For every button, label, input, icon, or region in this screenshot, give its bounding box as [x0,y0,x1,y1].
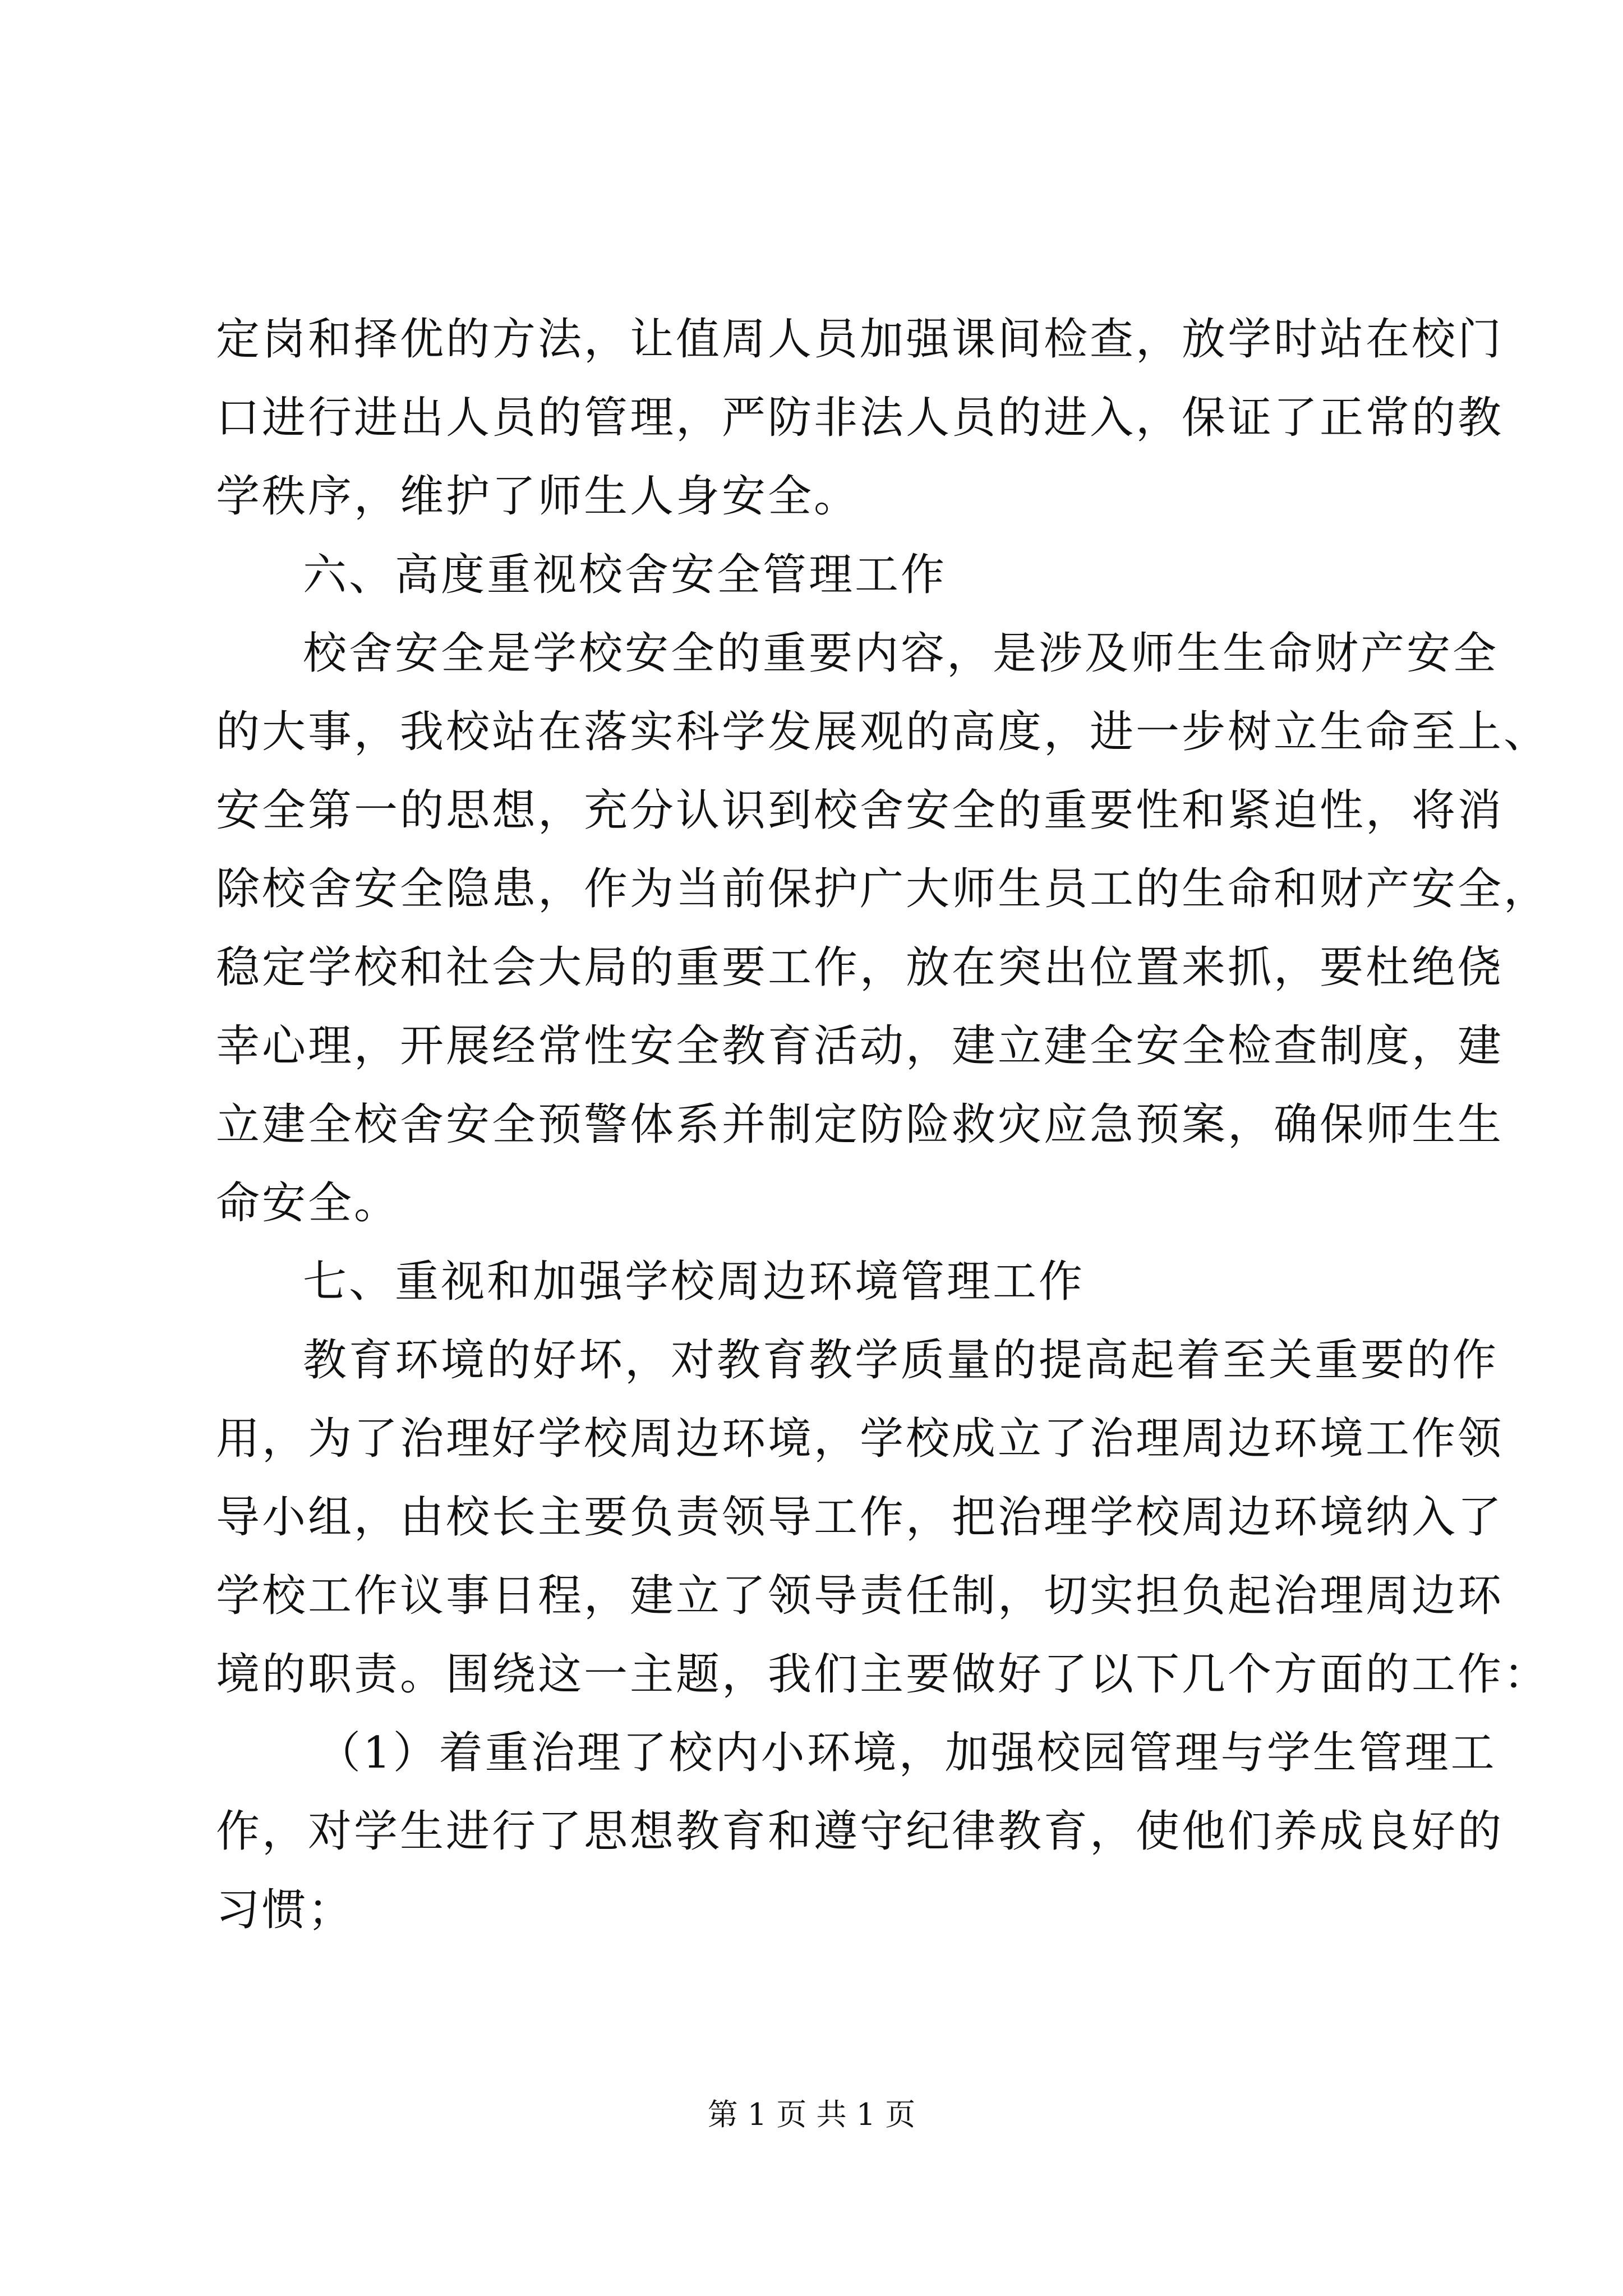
section-heading-6: 六、高度重视校舍安全管理工作 [303,550,947,600]
list-item-text: （1）着重治理了校内小环境，加强校园管理与学生管理工 [317,1728,1497,1778]
body-text-line: 幸心理，开展经常性安全教育活动，建立建全安全检查制度，建 [216,1021,1504,1071]
body-text-line: 立建全校舍安全预警体系并制定防险救灾应急预案，确保师生生 [216,1099,1504,1150]
section-heading-7: 七、重视和加强学校周边环境管理工作 [303,1257,1085,1307]
body-text-line: 学校工作议事日程，建立了领导责任制，切实担负起治理周边环 [216,1571,1504,1621]
body-text-line: 命安全。 [216,1178,400,1228]
body-text-line: 导小组，由校长主要负责领导工作，把治理学校周边环境纳入了 [216,1492,1504,1543]
body-text-line: 教育环境的好坏，对教育教学质量的提高起着至关重要的作 [303,1335,1499,1386]
body-text-line: 的大事，我校站在落实科学发展观的高度，进一步树立生命至上、 [216,707,1550,757]
body-text-line: 稳定学校和社会大局的重要工作，放在突出位置来抓，要杜绝侥 [216,942,1504,993]
body-text-line: 作，对学生进行了思想教育和遵守纪律教育，使他们养成良好的 [216,1806,1504,1857]
body-text-line: 校舍安全是学校安全的重要内容，是涉及师生生命财产安全 [303,628,1499,679]
body-text-line: 用，为了治理好学校周边环境，学校成立了治理周边环境工作领 [216,1414,1504,1464]
body-text-line: 安全第一的思想，充分认识到校舍安全的重要性和紧迫性，将消 [216,785,1504,836]
body-text-line: 除校舍安全隐患，作为当前保护广大师生员工的生命和财产安全， [216,864,1550,914]
body-text-line: 学秩序，维护了师生人身安全。 [216,471,860,522]
body-text-line: 境的职责。围绕这一主题，我们主要做好了以下几个方面的工作： [216,1649,1550,1700]
body-text-line: 习惯； [216,1885,354,1935]
body-text-line: 口进行进出人员的管理，严防非法人员的进入，保证了正常的教 [216,393,1504,443]
page-number-footer: 第 1 页 共 1 页 [707,2097,916,2132]
body-text-line: 定岗和择优的方法，让值周人员加强课间检查，放学时站在校门 [216,314,1504,365]
